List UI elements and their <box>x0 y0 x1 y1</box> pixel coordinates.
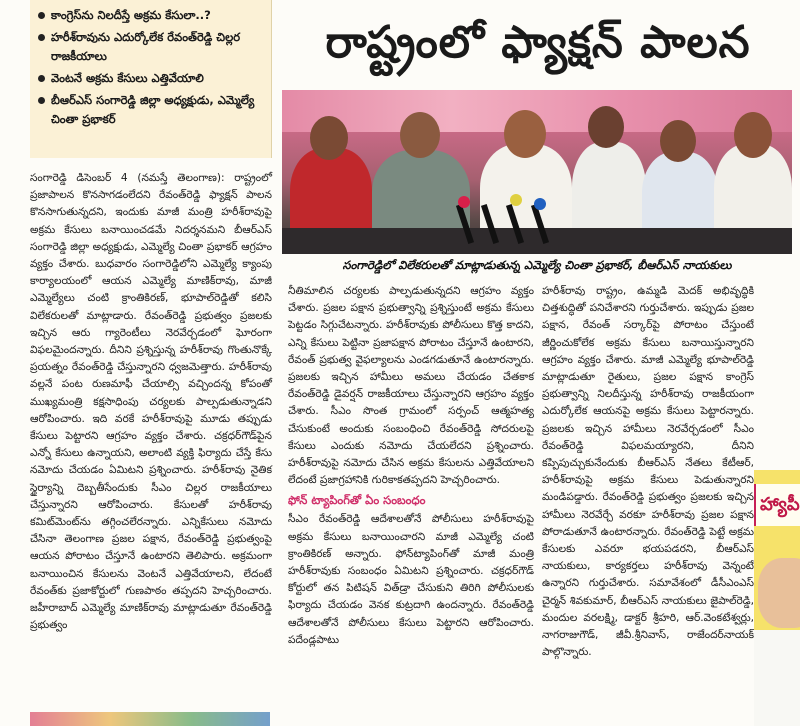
photo-caption: సంగారెడ్డిలో విలేకరులతో మాట్లాడుతున్న ఎమ్మెల్యే చింతా ప్రభాకర్, బీఆర్‌ఎస్ నాయకులు <box>282 254 792 276</box>
page-margin <box>0 0 30 726</box>
section-subheading: ఫోన్ ట్యాపింగ్‌తో ఏం సంబంధం <box>288 493 426 508</box>
highlight-text: వెంటనే అక్రమ కేసులు ఎత్తివేయాలి <box>51 71 204 85</box>
article-paragraph: సీఎం రేవంత్‌రెడ్డి ఆదేశాలతోనే పోలీసులు హరీశ్‌రావుపై అక్రమ కేసులు బనాయించారని మాజీ ఎమ్మెల్యే చంటి క్రాంతికిరణ్ అన్నారు. ఫోన్‌ట్యాపింగ్‌తో మాజీ మంత్రి హరీశ్‌రావుకు సంబంధం ఏమిటని ప్రశ్నించారు. చక్రధర్‌గౌడ్ కోర్టులో తన పిటిషన్ విత్‌డ్రా చేసుకుని తిరిగి పోలీసులకు ఫిర్యాదు చేయడం వెనక కుట్రదాగి ఉందన్నారు. రేవంత్‌రెడ్డి ఆదేశాలతోనే పోలీసులు కేసులు పెట్టారని ఆరోపించారు. పదేండ్లపాటు <box>288 513 534 646</box>
highlight-text: కాంగ్రెస్‌ను నిలదీస్తే అక్రమ కేసులా..? <box>51 8 211 22</box>
bullet-dot-icon <box>38 75 45 82</box>
article-column-3 <box>542 283 754 661</box>
highlight-item <box>38 91 265 129</box>
side-advertisement <box>754 470 800 726</box>
bullet-dot-icon <box>38 12 45 19</box>
mic-logo-icon <box>534 198 546 210</box>
person-head <box>588 106 624 148</box>
article-column-2 <box>288 283 534 649</box>
article-headline: రాష్ట్రంలో ఫ్యాక్షన్ పాలన <box>325 17 751 68</box>
ad-body <box>754 630 800 726</box>
highlight-item <box>38 28 265 66</box>
person-head <box>660 120 696 162</box>
bullet-dot-icon <box>38 34 45 41</box>
highlight-text: బీఆర్‌ఎస్ సంగారెడ్డి జిల్లా అధ్యక్షుడు, ఎమ్మెల్యే చింతా ప్రభాకర్ <box>51 93 255 126</box>
mic-logo-icon <box>510 194 522 206</box>
highlight-text: హరీశ్‌రావును ఎదుర్కోలేక రేవంత్‌రెడ్డి చిల్లర రాజకీయాలు <box>51 30 241 63</box>
bottom-ad-strip <box>30 712 270 726</box>
highlight-item <box>38 69 265 88</box>
article-paragraph: నీతిమాలిన చర్యలకు పాల్పడుతున్నదని ఆగ్రహం వ్యక్తం చేశారు. ప్రజల పక్షాన ప్రభుత్వాన్ని ప్రశ్నిస్తుంటే అక్రమ కేసులు పెట్టడం సిగ్గుచేటన్నారు. హరీశ్‌రావుకు పోలీసులు కొత్త కాదని, ఎన్ని కేసులు పెట్టినా ప్రజాపక్షాన పోరాటం చేస్తూనే ఉంటారని, రేవంత్ ప్రభుత్వ వైఫల్యాలను ఎండగడుతూనే ఉంటారన్నారు. ప్రజలకు ఇచ్చిన హామీలు అమలు చేయడం చేతకాక రేవంత్‌రెడ్డి డైవర్షన్ రాజకీయాలు చేస్తున్నారని ఆగ్రహం వ్యక్తం చేశారు. సీఎం సొంత గ్రామంలో సర్పంచ్ ఆత్మహత్య చేసుకుంటే అందుకు సంబంధించి రేవంత్‌రెడ్డి సోదరులపై కేసులు ఎందుకు నమోదు చేయలేదని ప్రశ్నించారు. హరీశ్‌రావుపై నమోదు చేసిన అక్రమ కేసులను ఎత్తివేయాలని లేదంటే ప్రజాగ్రహానికి గురికాకతప్పదని హెచ్చరించారు. <box>288 285 534 487</box>
ad-text: హ్యాపీ <box>760 494 800 515</box>
article-paragraph: హరీశ్‌రావు రాష్ట్రం, ఉమ్మడి మెదక్ అభివృద్ధికి చిత్తశుద్ధితో పనిచేశారని గుర్తుచేశారు. ఇప్పుడు ప్రజల పక్షాన, రేవంత్ సర్కార్‌పై పోరాటం చేస్తుంటే జీర్ణించుకోలేక అక్రమ కేసులు బనాయిస్తున్నారని ఆగ్రహం వ్యక్తం చేశారు. మాజీ ఎమ్మెల్యే భూపాల్‌రెడ్డి మాట్లాడుతూ రైతులు, ప్రజల పక్షాన కాంగ్రెస్ ప్రభుత్వాన్ని నిలదీస్తున్న హరీశ్‌రావు రాజకీయంగా ఎదుర్కోలేక ఆయనపై అక్రమ కేసులు పెట్టారన్నారు. ప్రజలకు ఇచ్చిన హామీలు నెరవేర్చడంలో సీఎం రేవంత్‌రెడ్డి విఫలమయ్యారని, దీనిని కప్పిపుచ్చుకునేందుకు బీఆర్‌ఎస్ నేతలు కేటీఆర్, హరీశ్‌రావుపై అక్రమ కేసులు పెడుతున్నారని మండిపడ్డారు. రేవంత్‌రెడ్డి ప్రభుత్వం ప్రజలకు ఇచ్చిన హామీలు నెరవేర్చే వరకూ హరీశ్‌రావు ప్రజల పక్షాన పోరాడుతూనే ఉంటారన్నారు. రేవంత్‌రెడ్డి పెట్టే అక్రమ కేసులకు ఎవరూ భయపడరని, బీఆర్‌ఎస్ నాయకులు, కార్యకర్తలు హరీశ్‌రావు వెన్నంటే ఉన్నారని గుర్తుచేశారు. సమావేశంలో డీసీఎంఎస్ చైర్మన్ శివకుమార్, బీఆర్‌ఎస్ నాయకులు జైపాల్‌రెడ్డి, మందుల వరలక్ష్మి, డాక్టర్ శ్రీహరి, ఆర్.వెంకటేశ్వర్లు, నాగరాజుగౌడ్, జీవీ.శ్రీనివాస్, రాజేందర్‌నాయక్ పాల్గొన్నారు. <box>542 285 754 659</box>
ad-header <box>754 484 800 526</box>
bullet-dot-icon <box>38 97 45 104</box>
article-paragraph: సంగారెడ్డి డిసెంబర్ 4 (నమస్తే తెలంగాణ): రాష్ట్రంలో ప్రజాపాలన కొనసాగడంలేదని రేవంత్‌రెడ్డి ఫ్యాక్షన్ పాలన కొనసాగుతున్నదని, ఇందుకు మాజీ మంత్రి హరీశ్‌రావుపై అక్రమ కేసులు బనాయించడమే నిదర్శనమని బీఆర్‌ఎస్ సంగారెడ్డి జిల్లా అధ్యక్షుడు, ఎమ్మెల్యే చింతా ప్రభాకర్ ఆగ్రహం వ్యక్తం చేశారు. బుధవారం సంగారెడ్డిలోని ఎమ్మెల్యే క్యాంపు కార్యాలయంలో ఆయన ఎమ్మెల్యే మాణిక్‌రావు, మాజీ ఎమ్మెల్యేలు చంటి క్రాంతికిరణ్, భూపాల్‌రెడ్డితో కలిసి విలేకరులతో మాట్లాడారు. రేవంత్‌రెడ్డి ప్రభుత్వం ప్రజలకు ఇచ్చిన ఆరు గ్యారెంటీలు నెరవేర్చడంలో ఘోరంగా విఫలమైందన్నారు. దీనిని ప్రశ్నిస్తున్న హరీశ్‌రావు గొంతునొక్కే ప్రయత్నం రేవంత్‌రెడ్డి చేస్తున్నారని ధ్వజమెత్తారు. హరీశ్‌రావు వల్లనే పంట రుణమాఫీ చేయాల్సి వచ్చిందన్న కోపంతో ముఖ్యమంత్రి కక్షసాధింపు చర్యలకు పాల్పడుతున్నాడని ఆరోపించారు. ఇది వరకే హరీశ్‌రావుపై మూడు తప్పుడు కేసులు పెట్టారని ఆగ్రహం వ్యక్తం చేశారు. చక్రధర్‌గౌడ్‌పైన ఎన్నో కేసులు ఉన్నాయని, అలాంటి వ్యక్తి ఫిర్యాదు చేస్తే కేసు నమోదు చేయడం ఏమిటని ప్రశ్నించారు. హరీశ్‌రావు నైతిక స్థైర్యాన్ని దెబ్బతీసేందుకు సీఎం చిల్లర రాజకీయాలు చేస్తున్నారని ఆరోపించారు. కేసులతో హరీశ్‌రావు కమిట్‌మెంట్‌ను తగ్గించలేరన్నారు. ఎన్నికేసులు నమోదు చేసినా తెలంగాణ ప్రజల పక్షాన, రేవంత్‌రెడ్డి ప్రభుత్వంపై ఆయన పోరాటం చేస్తూనే ఉంటారని తెలిపారు. అక్రమంగా బనాయించిన కేసులను వెంటనే ఎత్తివేయాలని, లేదంటే రేవంత్‌కు ప్రజాకోర్టులో గుణపాఠం తప్పదని హెచ్చరించారు. జహీరాబాద్ ఎమ్మెల్యే మాణిక్‌రావు మాట్లాడుతూ రేవంత్‌రెడ్డి ప్రభుత్వం <box>30 172 272 632</box>
press-meet-photo <box>282 90 792 254</box>
ad-portrait <box>758 558 800 628</box>
person-head <box>310 116 348 160</box>
press-table <box>282 228 792 254</box>
person-head <box>734 112 772 158</box>
highlight-item <box>38 6 265 25</box>
mic-logo-icon <box>458 196 470 208</box>
person-head <box>504 110 546 158</box>
person-head <box>400 112 440 158</box>
highlights-box <box>30 0 272 158</box>
article-column-1 <box>30 170 272 634</box>
